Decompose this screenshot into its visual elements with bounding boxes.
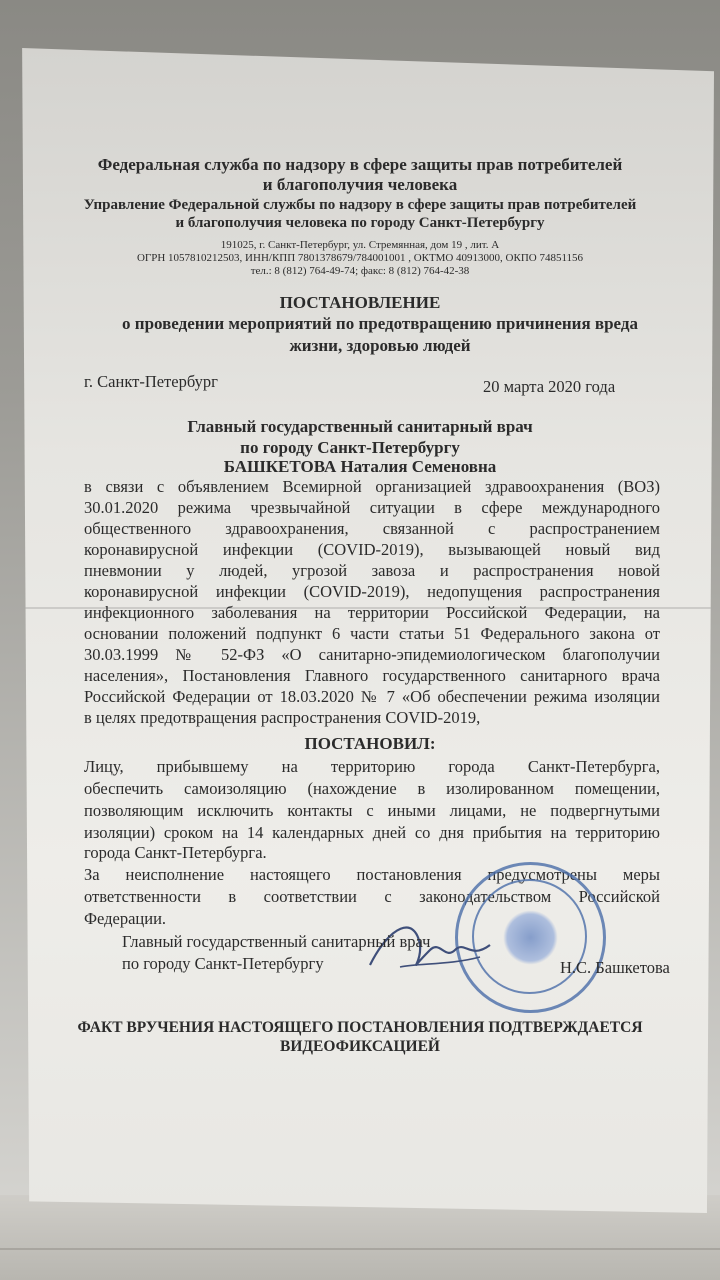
- resolution-line: изоляции) сроком на 14 календарных дней со дня прибытия на территорию: [84, 823, 660, 842]
- preamble-line: 30.03.1999 № 52-ФЗ «О санитарно-эпидемиологическом благополучии: [84, 645, 660, 664]
- preamble-line: в связи с объявлением Всемирной организацией здравоохранения (ВОЗ): [84, 477, 660, 496]
- resolution-line: ответственности в соответствии с законодательством Российской: [84, 887, 660, 906]
- doc-subtitle-line2: жизни, здоровью людей: [289, 336, 471, 355]
- resolution-line: За неисполнение настоящего постановления предусмотрены меры: [84, 865, 660, 884]
- city: г. Санкт-Петербург: [84, 372, 218, 391]
- address: 191025, г. Санкт-Петербург, ул. Стремянная, дом 19 , лит. А: [220, 239, 500, 251]
- preamble-line: в целях предотвращения распространения COVID-2019,: [84, 708, 481, 727]
- doc-subtitle-line1: о проведении мероприятий по предотвращению причинения вреда: [122, 314, 638, 333]
- resolution-line: позволяющим исключить контакты с иными лицами, не подвергнутыми: [84, 801, 660, 820]
- issuer-title-line2: по городу Санкт-Петербургу: [240, 438, 460, 457]
- date: 20 марта 2020 года: [483, 377, 616, 396]
- resolved-heading: ПОСТАНОВИЛ:: [304, 734, 436, 753]
- resolution-line: Лицу, прибывшему на территорию города Санкт-Петербурга,: [84, 757, 660, 776]
- preamble-line: инфекционного заболевания на территории Российской Федерации, на: [84, 603, 660, 622]
- preamble-line: коронавирусной инфекции (COVID-2019), недопущения распространения: [84, 582, 660, 601]
- signer-name: Н.С. Башкетова: [560, 958, 670, 977]
- preamble-line: пневмонии у людей, угрозой завоза и распространения новой: [84, 561, 660, 580]
- registry-numbers: ОГРН 1057810212503, ИНН/КПП 7801378679/784001001 , ОКТМО 40913000, ОКПО 74851156: [136, 252, 584, 264]
- issuer-title-line1: Главный государственный санитарный врач: [187, 417, 533, 436]
- doc-title: ПОСТАНОВЛЕНИЕ: [279, 293, 441, 312]
- agency-name-line1: Федеральная служба по надзору в сфере защиты прав потребителей: [97, 155, 623, 174]
- dept-name-line2: и благополучия человека по городу Санкт-Петербургу: [175, 215, 545, 231]
- preamble-line: основании положений подпункт 6 части статьи 51 Федерального закона от: [84, 624, 660, 643]
- dept-name-line1: Управление Федеральной службы по надзору в сфере защиты прав потребителей: [83, 197, 637, 213]
- seal-emblem-icon: [503, 910, 558, 965]
- agency-name-line2: и благополучия человека: [262, 175, 458, 194]
- resolution-line: Федерации.: [84, 909, 167, 928]
- signature-title-line2: по городу Санкт-Петербургу: [122, 954, 324, 973]
- footer-line1: ФАКТ ВРУЧЕНИЯ НАСТОЯЩЕГО ПОСТАНОВЛЕНИЯ ПОДТВЕРЖДАЕТСЯ: [77, 1019, 643, 1036]
- preamble-line: 30.01.2020 режима чрезвычайной ситуации в сфере международного: [84, 498, 660, 517]
- preamble-line: коронавирусной инфекции (COVID-2019), вызывающей новый вид: [84, 540, 660, 559]
- footer-line2: ВИДЕОФИКСАЦИЕЙ: [280, 1038, 440, 1055]
- preamble-line: Российской Федерации от 18.03.2020 № 7 «Об обеспечении режима изоляции: [84, 687, 660, 706]
- preamble-line: населения», Постановления Главного государственного санитарного врача: [84, 666, 660, 685]
- preamble-line: общественного здравоохранения, связанной с распространением: [84, 519, 660, 538]
- resolution-line: города Санкт-Петербурга.: [84, 843, 267, 862]
- signature-title-line1: Главный государственный санитарный врач: [122, 932, 431, 951]
- issuer-name: БАШКЕТОВА Наталия Семеновна: [223, 457, 497, 476]
- phone-fax: тел.: 8 (812) 764-49-74; факс: 8 (812) 764-42-38: [250, 265, 470, 277]
- resolution-line: обеспечить самоизоляцию (нахождение в изолированном помещении,: [84, 779, 660, 798]
